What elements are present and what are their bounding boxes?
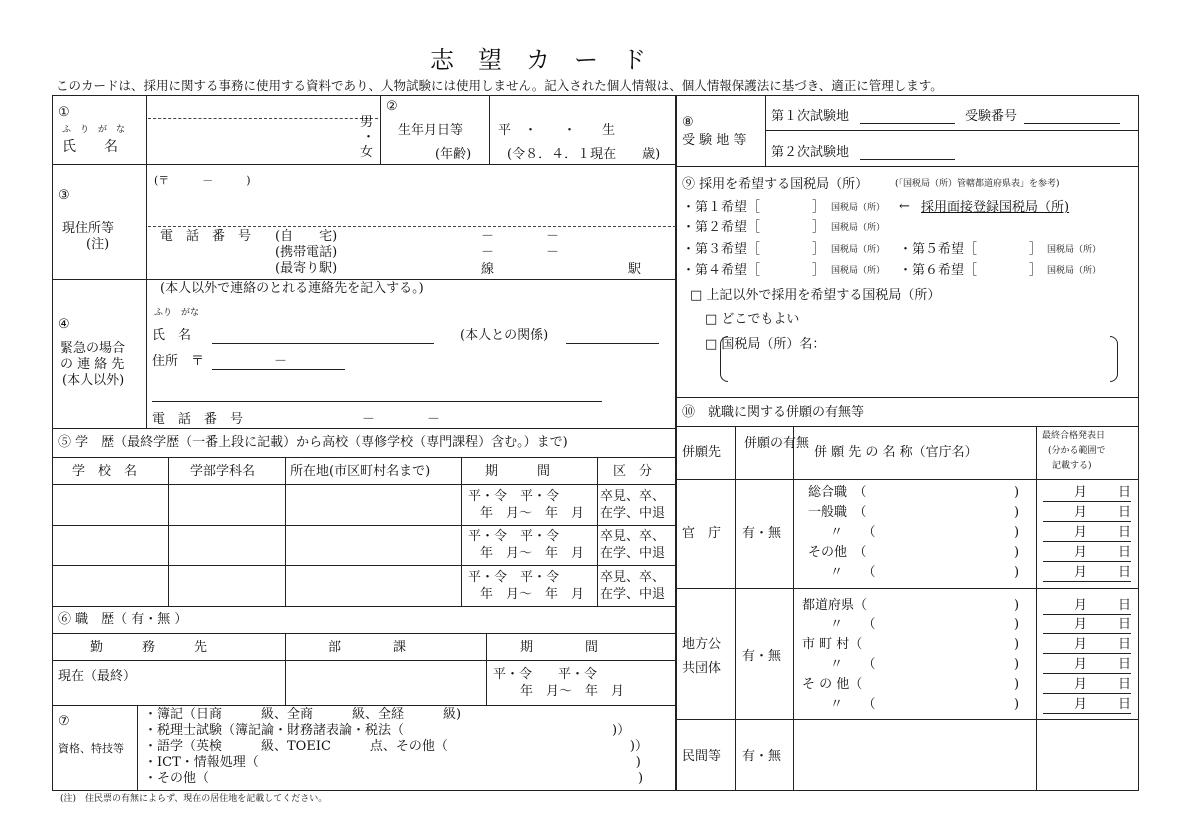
footnote: (注) 住民票の有無によらず、現在の居住地を記載してください。 — [60, 794, 328, 804]
month-label: 月 — [1074, 657, 1088, 672]
second-exam-site-field[interactable] — [860, 159, 955, 160]
close-paren: ) — [1014, 525, 1020, 540]
arrow-left-icon: ← — [899, 199, 910, 214]
section2-num: ② — [386, 99, 398, 114]
anywhere-checkbox[interactable]: □ どこでもよい — [705, 312, 800, 327]
month-label: 月 — [1074, 617, 1088, 632]
page-title: 志 望 カ ー ド — [430, 46, 646, 74]
day-label: 日 — [1118, 598, 1132, 613]
private-yesno[interactable]: 有・無 — [742, 749, 782, 764]
close-paren: ) — [1014, 485, 1020, 500]
result-date-field[interactable] — [1043, 581, 1131, 582]
named-bureau-checkbox[interactable]: □ 国税局（所）名： — [705, 337, 826, 352]
emergency-postal-field[interactable] — [212, 369, 345, 370]
month-label: 月 — [1074, 598, 1088, 613]
month-label: 月 — [1074, 525, 1088, 540]
close-paren: ) — [1014, 505, 1020, 520]
result-date-field[interactable] — [1043, 633, 1131, 634]
day-label: 日 — [1118, 485, 1132, 500]
result-date-field[interactable] — [1043, 501, 1131, 502]
name-label: 氏 名 — [62, 139, 118, 155]
day-label: 日 — [1118, 525, 1132, 540]
section1-num: ① — [58, 105, 70, 120]
emergency-address-field[interactable] — [152, 401, 602, 402]
day-label: 日 — [1118, 505, 1132, 520]
close-paren: ) — [1014, 677, 1020, 692]
result-date-field[interactable] — [1043, 541, 1131, 542]
other-bureau-checkbox[interactable]: □ 上記以外で採用を希望する国税局（所） — [690, 288, 941, 303]
day-label: 日 — [1118, 697, 1132, 712]
day-label: 日 — [1118, 565, 1132, 580]
close-paren: ) — [1014, 697, 1020, 712]
local-yesno[interactable]: 有・無 — [742, 649, 782, 664]
month-label: 月 — [1074, 505, 1088, 520]
privacy-notice: このカードは、採用に関する事務に使用する資料であり、人物試験には使用しません。記入された個人情報は、個人情報保護法に基づき、適正に管理します。 — [56, 78, 943, 93]
emergency-name-field[interactable] — [212, 343, 434, 344]
month-label: 月 — [1074, 637, 1088, 652]
work-history-title: ⑥ 職 歴（ 有・無 ） — [58, 612, 188, 627]
month-label: 月 — [1074, 677, 1088, 692]
postal-code-field[interactable]: (〒 － ) — [154, 174, 251, 187]
day-label: 日 — [1118, 657, 1132, 672]
day-label: 日 — [1118, 545, 1132, 560]
result-date-field[interactable] — [1043, 561, 1131, 562]
close-paren: ) — [1014, 637, 1020, 652]
result-date-field[interactable] — [1043, 673, 1131, 674]
day-label: 日 — [1118, 677, 1132, 692]
day-label: 日 — [1118, 637, 1132, 652]
result-date-field[interactable] — [1043, 521, 1131, 522]
result-date-field[interactable] — [1043, 653, 1131, 654]
month-label: 月 — [1074, 545, 1088, 560]
exam-number-field[interactable] — [1024, 123, 1120, 124]
education-title: ⑤ 学 歴（最終学歴（一番上段に記載）から高校（専修学校（専門課程）含む。）まで) — [58, 435, 568, 450]
close-paren: ) — [1014, 598, 1020, 613]
month-label: 月 — [1074, 485, 1088, 500]
result-date-field[interactable] — [1043, 693, 1131, 694]
gov-yesno[interactable]: 有・無 — [742, 526, 782, 541]
birthdate-field[interactable]: 平 ・ ・ 生 — [498, 123, 616, 138]
close-paren: ) — [1014, 617, 1020, 632]
close-paren: ) — [1014, 565, 1020, 580]
result-date-field[interactable] — [1043, 614, 1131, 615]
close-paren: ) — [1014, 545, 1020, 560]
furigana-label: ふ り が な — [62, 125, 126, 135]
close-paren: ) — [1014, 657, 1020, 672]
month-label: 月 — [1074, 697, 1088, 712]
first-exam-site-field[interactable] — [860, 123, 955, 124]
relation-field[interactable] — [566, 343, 659, 344]
result-date-field[interactable] — [1043, 713, 1131, 714]
day-label: 日 — [1118, 617, 1132, 632]
month-label: 月 — [1074, 565, 1088, 580]
